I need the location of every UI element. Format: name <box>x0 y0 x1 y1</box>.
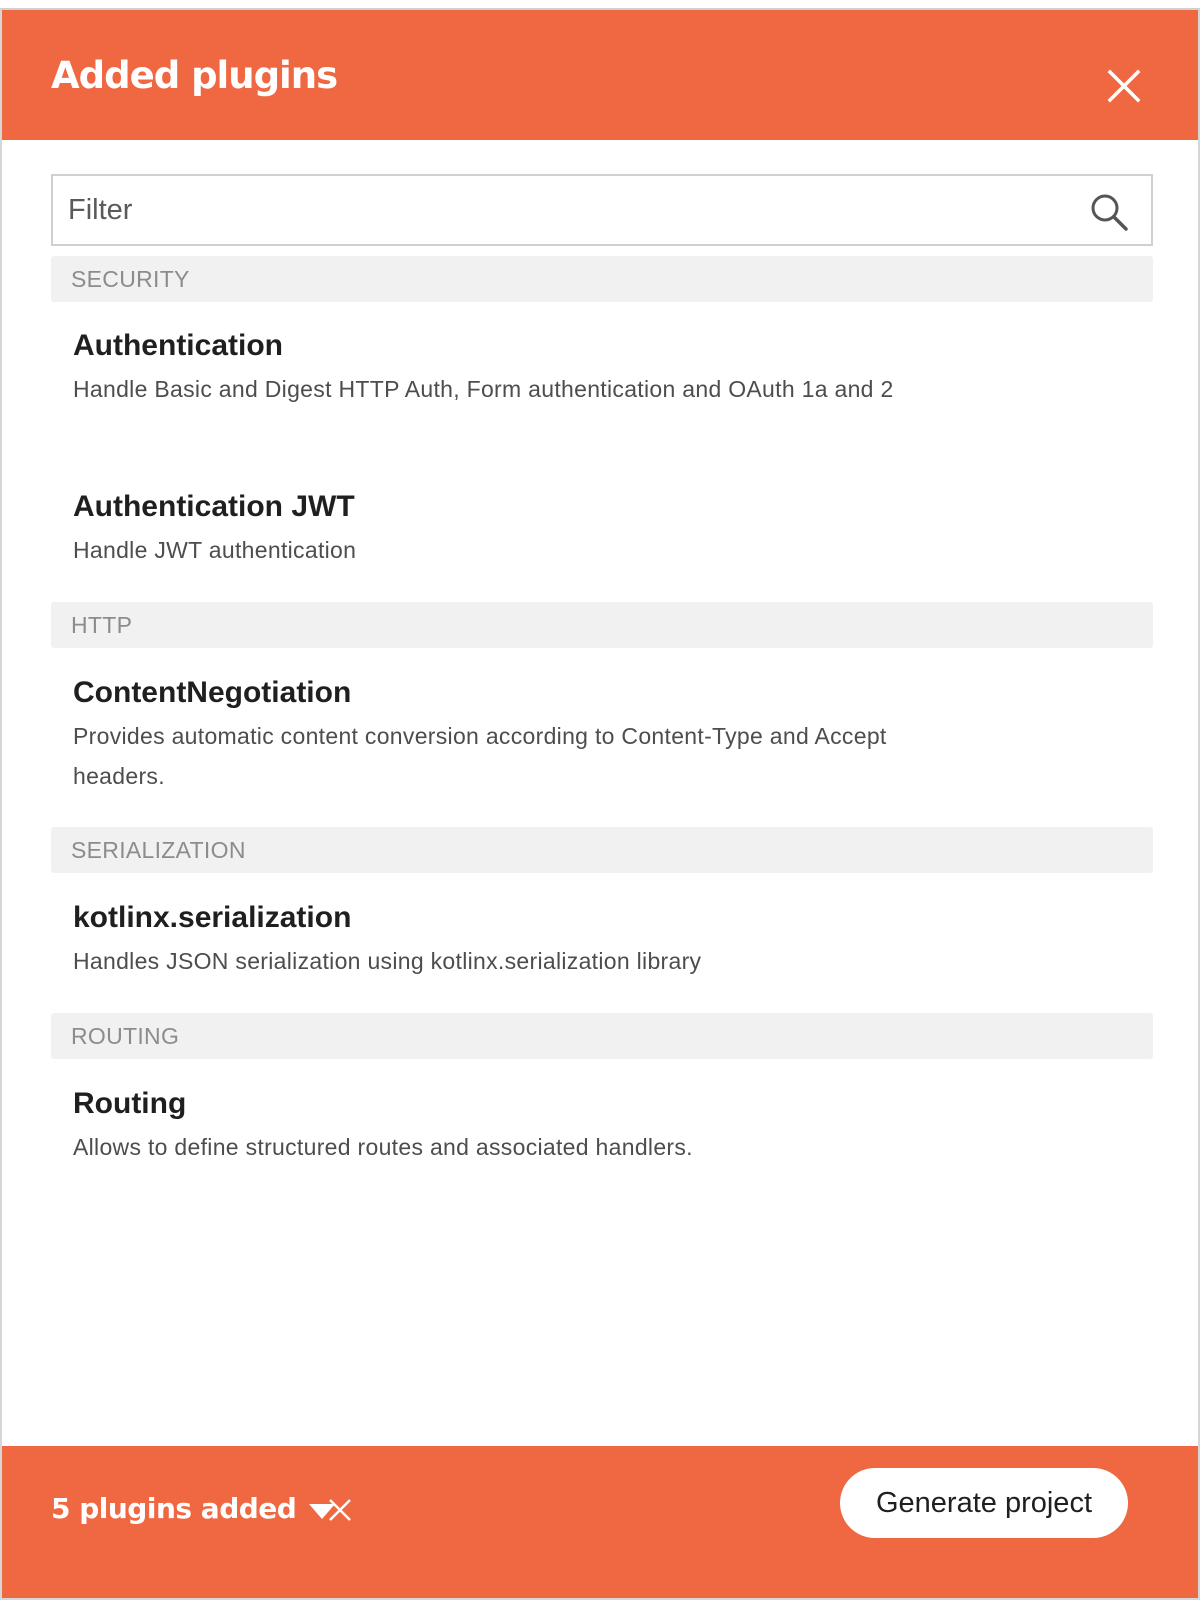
dialog-footer <box>2 1446 1198 1598</box>
plugin-description: Handle Basic and Digest HTTP Auth, Form authentication and OAuth 1a and 2 <box>73 376 894 402</box>
group-header-routing: ROUTING <box>51 1013 1153 1059</box>
close-icon <box>1104 66 1144 106</box>
plugin-description: Allows to define structured routes and associated handlers. <box>73 1134 693 1160</box>
group-header-http: HTTP <box>51 602 1153 648</box>
plugin-name: Routing <box>73 1087 187 1120</box>
dialog-header <box>2 10 1198 140</box>
plugin-name: kotlinx.serialization <box>73 901 352 934</box>
group-header-serialization: SERIALIZATION <box>51 827 1153 873</box>
plugin-item-routing[interactable] <box>73 1084 953 1167</box>
plugin-item-authentication-jwt[interactable] <box>73 487 953 570</box>
added-plugins-dialog <box>0 8 1200 1600</box>
plugins-count-label: 5 plugins added <box>51 1491 297 1525</box>
search-icon[interactable] <box>1089 192 1129 232</box>
close-button[interactable] <box>1104 66 1144 106</box>
generate-project-button[interactable]: Generate project <box>840 1468 1128 1538</box>
dialog-title: Added plugins <box>51 54 338 97</box>
group-header-security: SECURITY <box>51 256 1153 302</box>
plugin-item-authentication[interactable] <box>73 326 953 409</box>
plugin-description: Handle JWT authentication <box>73 537 357 563</box>
filter-input[interactable] <box>53 176 1053 244</box>
plugins-count-toggle[interactable] <box>51 1488 336 1528</box>
plugin-item-contentnegotiation[interactable] <box>73 673 903 796</box>
plugin-name: Authentication <box>73 329 283 362</box>
clear-plugins-button[interactable] <box>327 1497 353 1523</box>
plugin-description: Provides automatic content conversion according to Content-Type and Accept headers. <box>73 723 887 789</box>
plugin-item-kotlinx-serialization[interactable] <box>73 898 953 981</box>
plugin-name: Authentication JWT <box>73 490 355 523</box>
plugin-name: ContentNegotiation <box>73 676 352 709</box>
filter-box <box>51 174 1153 246</box>
plugin-description: Handles JSON serialization using kotlinx.serialization library <box>73 948 702 974</box>
clear-icon <box>327 1497 353 1523</box>
